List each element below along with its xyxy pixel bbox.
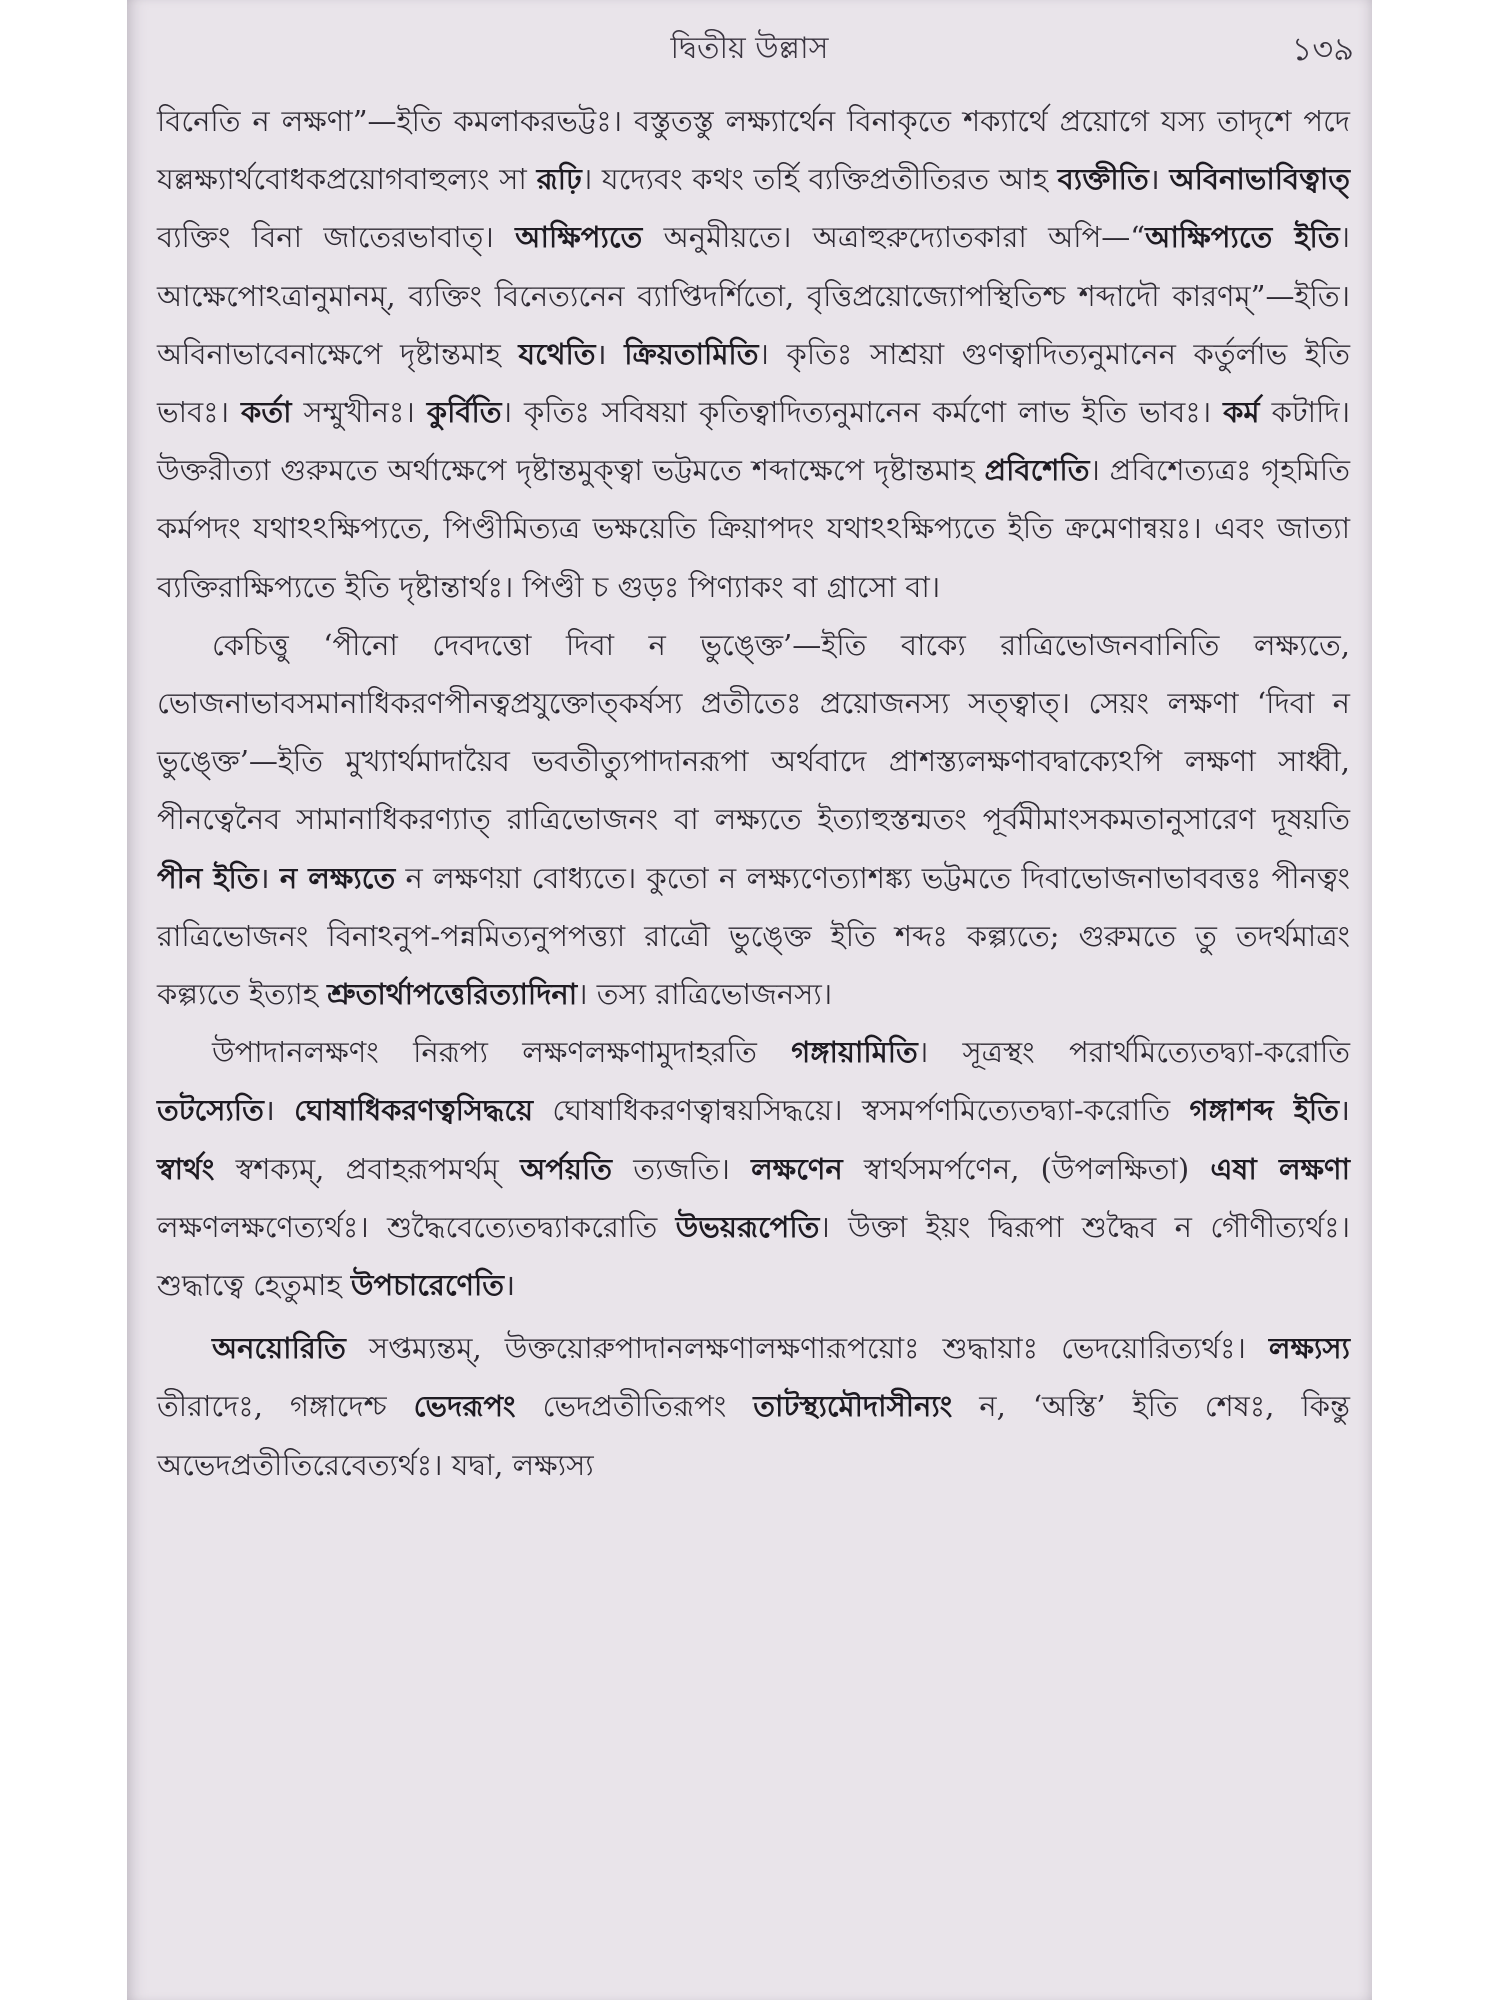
bold-term: ভেদরূপং (413, 1389, 516, 1424)
bold-term: গঙ্গায়ামিতি (791, 1035, 918, 1070)
bold-term: তাটস্থ্যমৌদাসীন্যং (753, 1389, 953, 1424)
text-run: স্বশক্যম্, প্রবাহরূপমর্থম্ (214, 1151, 521, 1186)
text-run: । যদ্যেবং কথং তর্হি ব্যক্তিপ্রতীতিরত আহ (581, 162, 1058, 197)
running-head (127, 18, 1372, 68)
text-run: ব্যক্তিং বিনা জাতেরভাবাত্। (157, 220, 516, 255)
paragraph (157, 1319, 1350, 1494)
text-run: । প্রবিশেত্যত্রঃ গৃহমিতি কর্মপদং যথাঽঽক্ষিপ্যতে, পিণ্ডীমিত্যত্র ভক্ষয়েতি ক্রিয়াপদং যথাঽঽক্ষিপ্যতে ইতি ক্রমেণান্বয়ঃ। এবং জাত্যা ব্যক্তিরাক্ষিপ্যতে ইতি দৃষ্টান্তার্থঃ। পিণ্ডী চ গুড়ঃ পিণ্যাকং বা গ্রাসো বা। (157, 453, 1350, 604)
bold-term: কর্তা (241, 395, 292, 430)
text-run: কেচিত্তু ‘পীনো দেবদত্তো দিবা ন ভুঙ্ক্তে’—ইতি বাক্যে রাত্রিভোজনবানিতি লক্ষ্যতে, ভোজনাভাবসমানাধিকরণপীনত্বপ্রযুক্তোত্কর্ষস্য প্রতীতেঃ প্রয়োজনস্য সত্ত্বাত্। সেয়ং লক্ষণা ‘দিবা ন ভুঙ্ক্তে’—ইতি মুখ্যার্থমাদায়ৈব ভবতীত্যুপাদানরূপা অর্থবাদে প্রাশস্ত্যলক্ষণাবদ্বাক্যেঽপি লক্ষণা সাধ্বী, পীনত্বেনৈব সামানাধিকরণ্যাত্ রাত্রিভোজনং বা লক্ষ্যতে ইত্যাহুস্তন্মতং পূর্বমীমাংসকমতানুসারেণ দূষয়তি (157, 627, 1350, 837)
text-run: ভেদপ্রতীতিরূপং (515, 1389, 754, 1424)
bold-term: গঙ্গাশব্দ ইতি (1189, 1093, 1339, 1128)
text-run: সম্মুখীনঃ। (291, 395, 427, 430)
bold-term: আক্ষিপ্যতে (515, 220, 643, 255)
bold-term: অনয়োরিতি (212, 1331, 346, 1366)
bold-term: লক্ষ্যস্য (1268, 1331, 1350, 1366)
text-run: । (504, 1268, 516, 1303)
text-run: তীরাদেঃ, গঙ্গাদেশ্চ (157, 1389, 414, 1424)
text-run: । (258, 860, 280, 895)
bold-term: ঘোষাধিকরণত্বসিদ্ধয়ে (294, 1093, 534, 1128)
bold-term: যথেতি (518, 336, 596, 371)
text-run: । কৃতিঃ সাশ্রয়া গুণত্বাদিত্যনুমানেন কর্তুর্লাভ ইতি ভাবঃ। (157, 336, 1350, 430)
bold-term: রূঢ়ি (536, 162, 582, 197)
text-run: । (263, 1093, 295, 1128)
text-run: ত্যজতি। (612, 1151, 752, 1186)
text-run: । আক্ষেপোঽত্রানুমানম্, ব্যক্তিং বিনেত্যনেন ব্যাপ্তিদর্শিতো, বৃত্তিপ্রয়োজ্যোপস্থিতিশ্চ শব্দাদৌ কারণম্”—ইতি। অবিনাভাবেনাক্ষেপে দৃষ্টান্তমাহ (157, 220, 1350, 371)
bold-term: শ্রুতার্থাপত্তেরিত্যাদিনা (327, 977, 578, 1012)
text-run: । সূত্রস্থং পরার্থমিত্যেতদ্ব্যা-করোতি (917, 1035, 1350, 1070)
paragraph (157, 616, 1350, 1023)
chapter-title: দ্বিতীয় উল্লাস (670, 31, 829, 66)
bold-term: অবিনাভাবিত্বাত্ (1169, 162, 1350, 197)
text-run: কটাদি। উক্তরীত্যা গুরুমতে অর্থাক্ষেপে দৃষ্টান্তমুক্ত্বা ভট্টমতে শব্দাক্ষেপে দৃষ্টান্তমাহ (157, 395, 1350, 488)
bold-term: অর্পয়তি (520, 1151, 613, 1186)
paragraph (157, 92, 1350, 616)
book-page (127, 0, 1372, 2000)
text-run: । কৃতিঃ সবিষয়া কৃতিত্বাদিত্যনুমানেন কর্মণো লাভ ইতি ভাবঃ। (501, 395, 1224, 430)
text-run: । (1339, 1093, 1350, 1128)
text-run: । তস্য রাত্রিভোজনস্য। (577, 977, 833, 1012)
bold-term: লক্ষণেন (751, 1151, 843, 1186)
bold-term: উপচারেণেতি (350, 1268, 505, 1303)
text-run: ঘোষাধিকরণত্বান্বয়সিদ্ধয়ে। স্বসমর্পণমিত্যেতদ্ব্যা-করোতি (533, 1093, 1190, 1128)
bold-term: স্বার্থং (157, 1151, 215, 1186)
bold-term: কুর্বিতি (426, 395, 502, 430)
text-run: । (595, 336, 625, 371)
text-run: ন, ‘অস্তি’ ইতি শেষঃ, কিন্তু অভেদপ্রতীতিরেবেত্যর্থঃ। যদ্বা, লক্ষ্যস্য (157, 1389, 1350, 1482)
text-run: লক্ষণলক্ষণেত্যর্থঃ। শুদ্ধৈবেত্যেতদ্ব্যাকরোতি (157, 1209, 676, 1244)
bold-term: ক্রিয়তামিতি (624, 336, 759, 371)
text-run: অনুমীয়তে। অত্রাহুরুদ্যোতকারা অপি—“ (642, 220, 1146, 255)
bold-term: কর্ম (1223, 395, 1260, 430)
bold-term: পীন ইতি (157, 860, 259, 895)
page-number: ১৩৯ (1291, 30, 1354, 68)
text-run: । উক্তা ইয়ং দ্বিরূপা শুদ্ধৈব ন গৌণীত্যর্থঃ। শুদ্ধাত্বে হেতুমাহ (157, 1209, 1350, 1303)
body-text (157, 92, 1350, 1494)
bold-term: উভয়রূপেতি (675, 1209, 820, 1244)
text-run: স্বার্থসমর্পণেন, (উপলক্ষিতা) (842, 1151, 1211, 1186)
bold-term: ন লক্ষ্যতে (279, 860, 396, 895)
bold-term: এষা লক্ষণা (1210, 1151, 1350, 1186)
text-run: । (1148, 162, 1170, 197)
paragraph (157, 1023, 1350, 1314)
bold-term: ব্যক্তীতি (1057, 162, 1149, 197)
bold-term: তটস্যেতি (157, 1093, 264, 1128)
text-run: উপাদানলক্ষণং নিরূপ্য লক্ষণলক্ষণামুদাহরতি (212, 1035, 792, 1070)
text-run: সপ্তম্যন্তম্, উক্তয়োরুপাদানলক্ষণালক্ষণারূপয়োঃ শুদ্ধায়াঃ ভেদয়োরিত্যর্থঃ। (345, 1331, 1269, 1366)
bold-term: আক্ষিপ্যতে ইতি (1145, 220, 1340, 255)
bold-term: প্রবিশেতি (984, 453, 1090, 488)
text-run: ন লক্ষণয়া বোধ্যতে। কুতো ন লক্ষ্যণেত্যাশঙ্ক্য ভট্টমতে দিবাভোজনাভাববত্তঃ পীনত্বং রাত্রিভোজনং বিনাঽনুপ-পন্নমিত্যনুপপত্ত্যা রাত্রৌ ভুঙ্ক্তে ইতি শব্দঃ কল্প্যতে; গুরুমতে তু তদর্থমাত্রং কল্প্যতে ইত্যাহ (157, 860, 1350, 1012)
text-run: বিনেতি ন লক্ষণা”—ইতি কমলাকরভট্টঃ। বস্তুতস্তু লক্ষ্যার্থেন বিনাকৃতে শক্যার্থে প্রয়োগে যস্য তাদৃশে পদে যল্লক্ষ্যার্থবোধকপ্রয়োগবাহুল্যং সা (157, 104, 1350, 197)
